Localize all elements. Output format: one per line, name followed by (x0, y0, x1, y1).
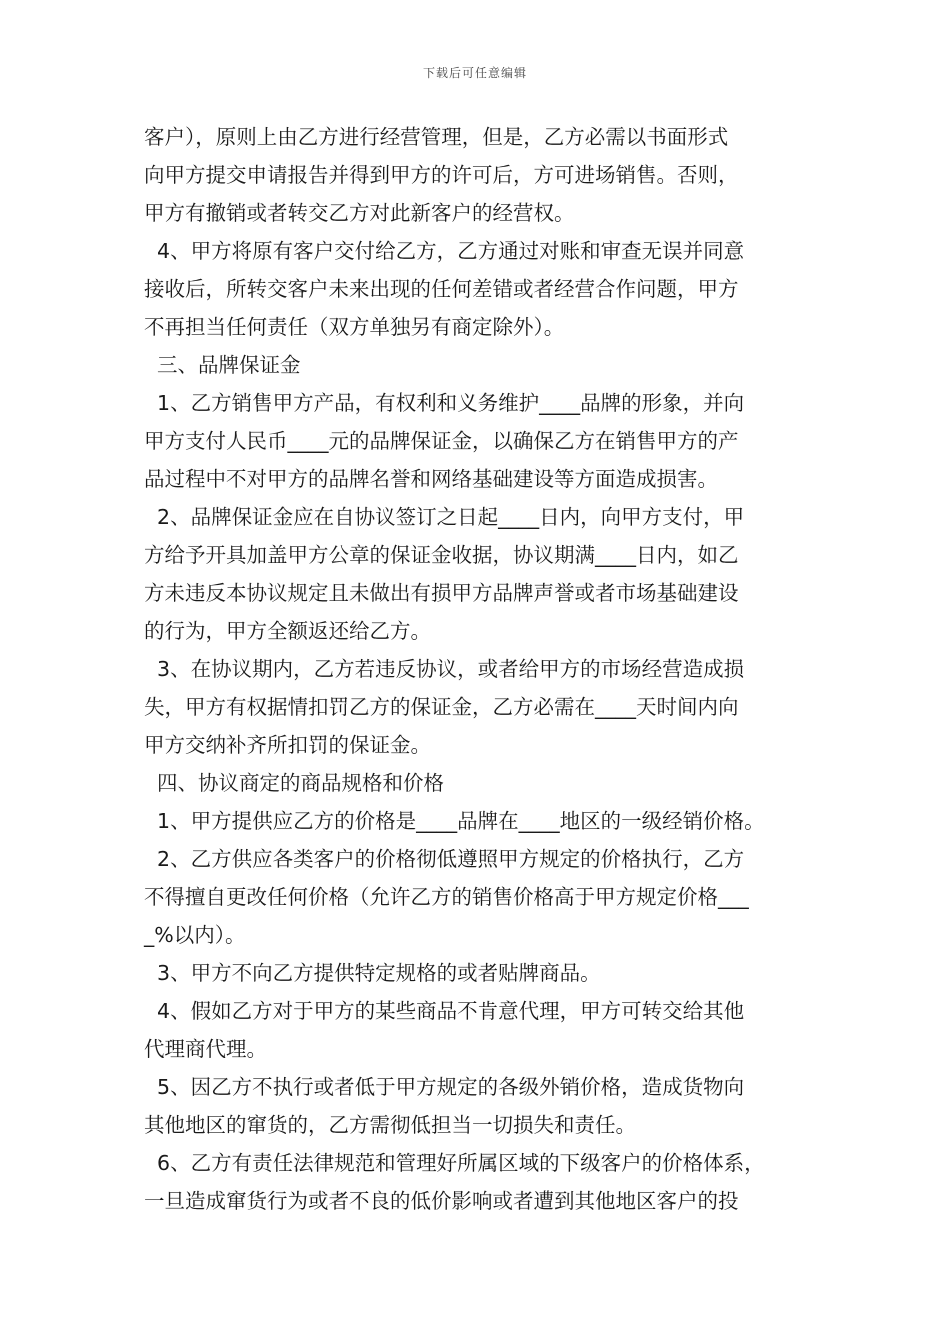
text-line: 其他地区的窜货的，乙方需彻低担当一切损失和责任。 (144, 1113, 636, 1137)
text-line: 1、乙方销售甲方产品，有权利和义务维护____品牌的形象，并向 (144, 391, 745, 415)
text-line: 方给予开具加盖甲方公章的保证金收据，协议期满____日内，如乙 (144, 543, 739, 567)
text-line: 方未违反本协议规定且未做出有损甲方品牌声誉或者市场基础建设 (144, 581, 739, 605)
text-line: 品过程中不对甲方的品牌名誉和网络基础建设等方面造成损害。 (144, 467, 718, 491)
text-line: 4、甲方将原有客户交付给乙方，乙方通过对账和审查无误并同意 (144, 239, 745, 263)
text-line: 不再担当任何责任（双方单独另有商定除外）。 (144, 315, 565, 339)
section-heading: 四、协议商定的商品规格和价格 (144, 771, 445, 795)
text-line: 客户），原则上由乙方进行经营管理，但是，乙方必需以书面形式 (144, 125, 729, 149)
text-line: 6、乙方有责任法律规范和管理好所属区域的下级客户的价格体系， (144, 1151, 765, 1175)
text-line: 的行为，甲方全额返还给乙方。 (144, 619, 431, 643)
text-line: 不得擅自更改任何价格（允许乙方的销售价格高于甲方规定价格___ (144, 885, 749, 909)
text-line: 甲方有撤销或者转交乙方对此新客户的经营权。 (144, 201, 575, 225)
text-line: 向甲方提交申请报告并得到甲方的许可后，方可进场销售。否则， (144, 163, 739, 187)
text-line: 3、甲方不向乙方提供特定规格的或者贴牌商品。 (144, 961, 601, 985)
text-line: 2、乙方供应各类客户的价格彻低遵照甲方规定的价格执行，乙方 (144, 847, 745, 871)
text-line: 代理商代理。 (144, 1037, 267, 1061)
text-line: 4、假如乙方对于甲方的某些商品不肯意代理，甲方可转交给其他 (144, 999, 745, 1023)
text-line: 接收后，所转交客户未来出现的任何差错或者经营合作问题，甲方 (144, 277, 739, 301)
text-line: 1、甲方提供应乙方的价格是____品牌在____地区的一级经销价格。 (144, 809, 765, 833)
text-line: 3、在协议期内，乙方若违反协议，或者给甲方的市场经营造成损 (144, 657, 745, 681)
text-line: 2、品牌保证金应在自协议签订之日起____日内，向甲方支付，甲 (144, 505, 745, 529)
text-line: 失，甲方有权据情扣罚乙方的保证金，乙方必需在____天时间内向 (144, 695, 739, 719)
header-note: 下载后可任意编辑 (422, 66, 527, 80)
section-heading: 三、品牌保证金 (144, 353, 301, 377)
text-line: 一旦造成窜货行为或者不良的低价影响或者遭到其他地区客户的投 (144, 1189, 739, 1213)
text-line: 5、因乙方不执行或者低于甲方规定的各级外销价格，造成货物向 (144, 1075, 745, 1099)
text-line: _%以内）。 (144, 923, 246, 947)
text-line: 甲方支付人民币____元的品牌保证金，以确保乙方在销售甲方的产 (144, 429, 739, 453)
text-line: 甲方交纳补齐所扣罚的保证金。 (144, 733, 431, 757)
document-body (144, 118, 834, 1220)
